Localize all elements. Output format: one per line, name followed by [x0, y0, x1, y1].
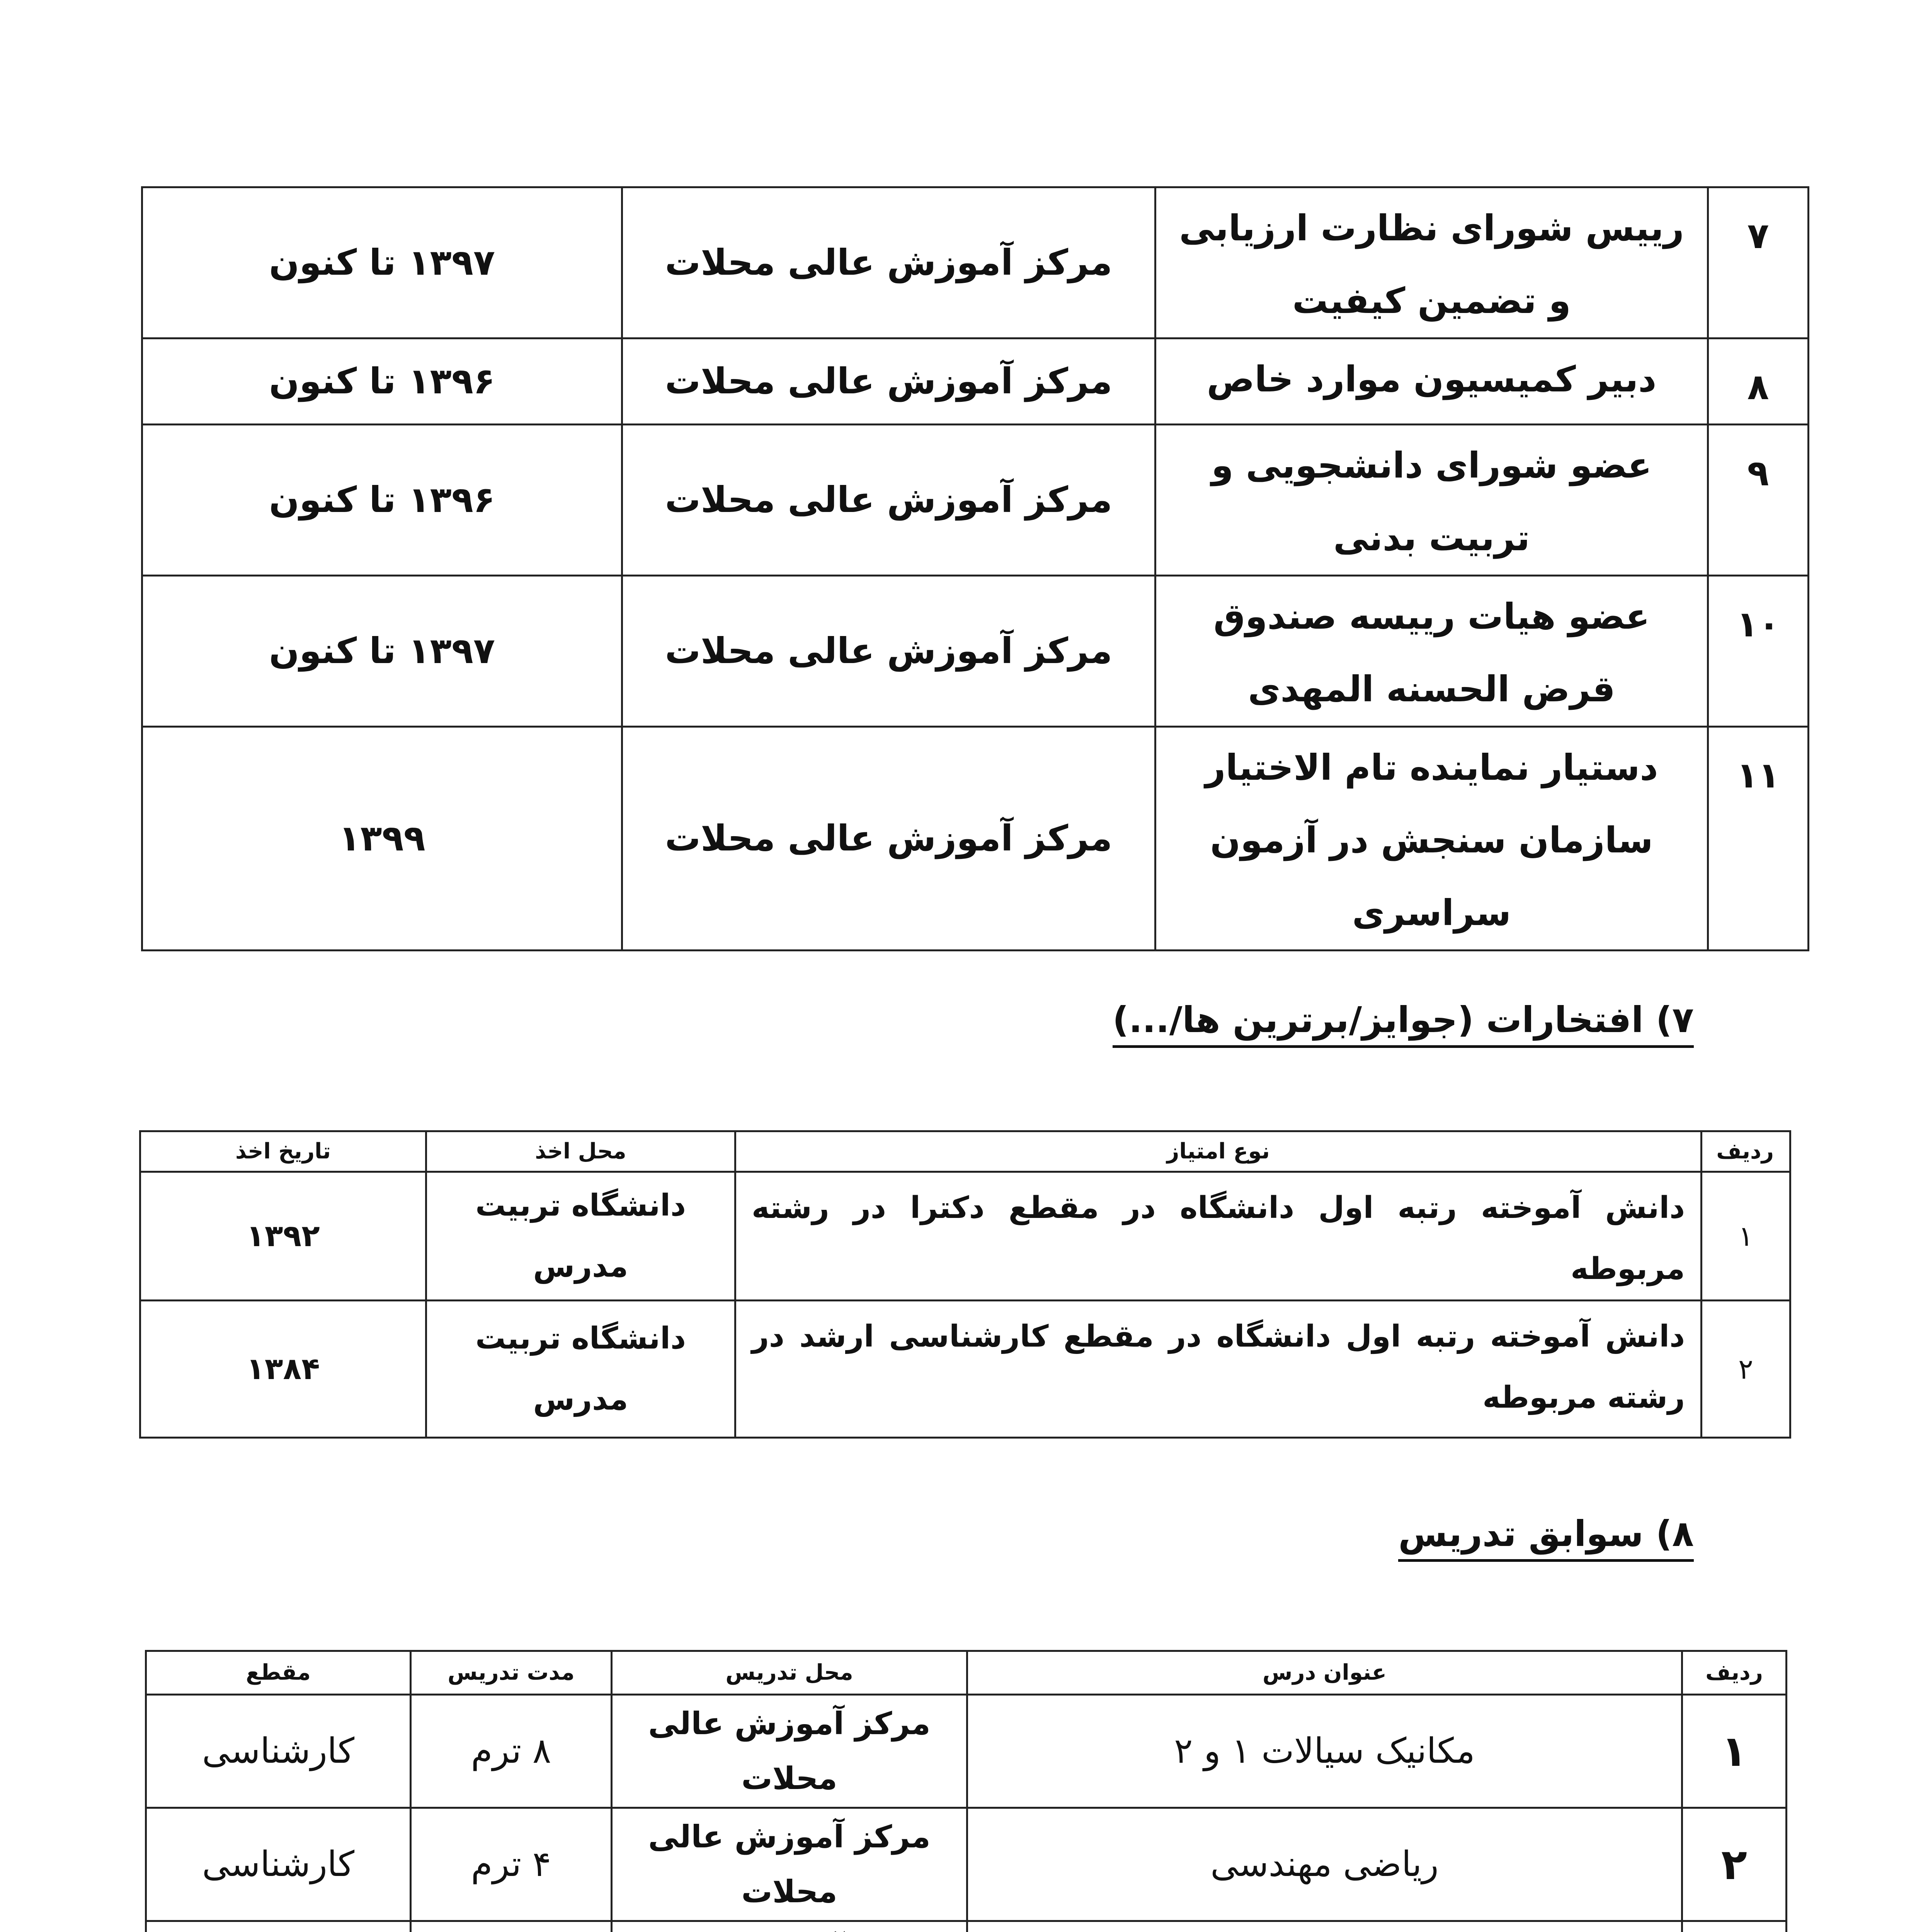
row-number: ۱۱	[1708, 727, 1809, 951]
position-place: مرکز آموزش عالی محلات	[622, 727, 1155, 951]
row-number: ۸	[1708, 338, 1809, 425]
row-number	[1682, 1921, 1787, 1932]
position-date: ۱۳۹۷ تا کنون	[142, 187, 622, 338]
course-duration	[411, 1921, 612, 1932]
row-number: ۱	[1702, 1172, 1790, 1301]
header-level: مقطع	[146, 1651, 411, 1695]
course-level: کارشناسی	[146, 1695, 411, 1808]
position-date: ۱۳۹۷ تا کنون	[142, 576, 622, 727]
position-title: دبیر کمیسیون موارد خاص	[1155, 338, 1708, 425]
course-place: مرکز آموزش عالی محلات	[612, 1695, 967, 1808]
positions-table	[141, 186, 1809, 951]
table-row	[146, 1695, 1787, 1808]
row-number: ۲	[1682, 1808, 1787, 1921]
position-date: ۱۳۹۶ تا کنون	[142, 425, 622, 576]
course-title: مکانیک سیالات ۱ و ۲	[967, 1695, 1682, 1808]
header-place: محل اخذ	[426, 1131, 735, 1172]
course-duration: ۴ ترم	[411, 1808, 612, 1921]
row-number: ۱	[1682, 1695, 1787, 1808]
table-row	[142, 425, 1809, 576]
honor-date: ۱۳۹۲	[140, 1172, 426, 1301]
header-date: تاریخ اخذ	[140, 1131, 426, 1172]
section-heading-teaching: ۸) سوابق تدریس	[1398, 1509, 1694, 1562]
table-row	[142, 187, 1809, 338]
position-place: مرکز آموزش عالی محلات	[622, 425, 1155, 576]
position-title: عضو شورای دانشجویی و تربیت بدنی	[1155, 425, 1708, 576]
table-row	[142, 727, 1809, 951]
header-row: ردیف	[1682, 1651, 1787, 1695]
header-duration: مدت تدریس	[411, 1651, 612, 1695]
row-number: ۹	[1708, 425, 1809, 576]
honor-place: دانشگاه تربیت مدرس	[426, 1301, 735, 1438]
table-header-row	[146, 1651, 1787, 1695]
header-course: عنوان درس	[967, 1651, 1682, 1695]
table-row	[140, 1301, 1790, 1438]
header-place: محل تدریس	[612, 1651, 967, 1695]
position-title: رییس شورای نظارت ارزیابی و تضمین کیفیت	[1155, 187, 1708, 338]
position-title: عضو هیات رییسه صندوق قرض الحسنه المهدی	[1155, 576, 1708, 727]
course-title: ریاضی مهندسی	[967, 1808, 1682, 1921]
position-title: دستیار نماینده تام الاختیار سازمان سنجش در آزمون سراسری	[1155, 727, 1708, 951]
row-number: ۱۰	[1708, 576, 1809, 727]
position-place: مرکز آموزش عالی محلات	[622, 338, 1155, 425]
honor-type: دانش آموخته رتبه اول دانشگاه در مقطع کارشناسی ارشد در رشته مربوطه	[735, 1301, 1702, 1438]
course-level: کارشناسی	[146, 1808, 411, 1921]
honors-table	[139, 1130, 1791, 1439]
row-number: ۷	[1708, 187, 1809, 338]
position-place: مرکز آموزش عالی محلات	[622, 187, 1155, 338]
teaching-table	[145, 1650, 1787, 1932]
section-heading-honors: ۷) افتخارات (جوایز/برترین ها/...)	[1113, 995, 1694, 1048]
header-row: ردیف	[1702, 1131, 1790, 1172]
header-type: نوع امتیاز	[735, 1131, 1702, 1172]
table-row	[142, 576, 1809, 727]
course-place: مرکز آموزش عالی محلات	[612, 1808, 967, 1921]
table-header-row	[140, 1131, 1790, 1172]
honor-place: دانشگاه تربیت مدرس	[426, 1172, 735, 1301]
table-row	[146, 1808, 1787, 1921]
table-row	[142, 338, 1809, 425]
course-title	[967, 1921, 1682, 1932]
position-place: مرکز آموزش عالی محلات	[622, 576, 1155, 727]
position-date: ۱۳۹۹	[142, 727, 622, 951]
table-row	[146, 1921, 1787, 1932]
honor-date: ۱۳۸۴	[140, 1301, 426, 1438]
course-duration: ۸ ترم	[411, 1695, 612, 1808]
row-number: ۲	[1702, 1301, 1790, 1438]
position-date: ۱۳۹۶ تا کنون	[142, 338, 622, 425]
course-level	[146, 1921, 411, 1932]
honor-type: دانش آموخته رتبه اول دانشگاه در مقطع دکترا در رشته مربوطه	[735, 1172, 1702, 1301]
table-row	[140, 1172, 1790, 1301]
course-place	[612, 1921, 967, 1932]
